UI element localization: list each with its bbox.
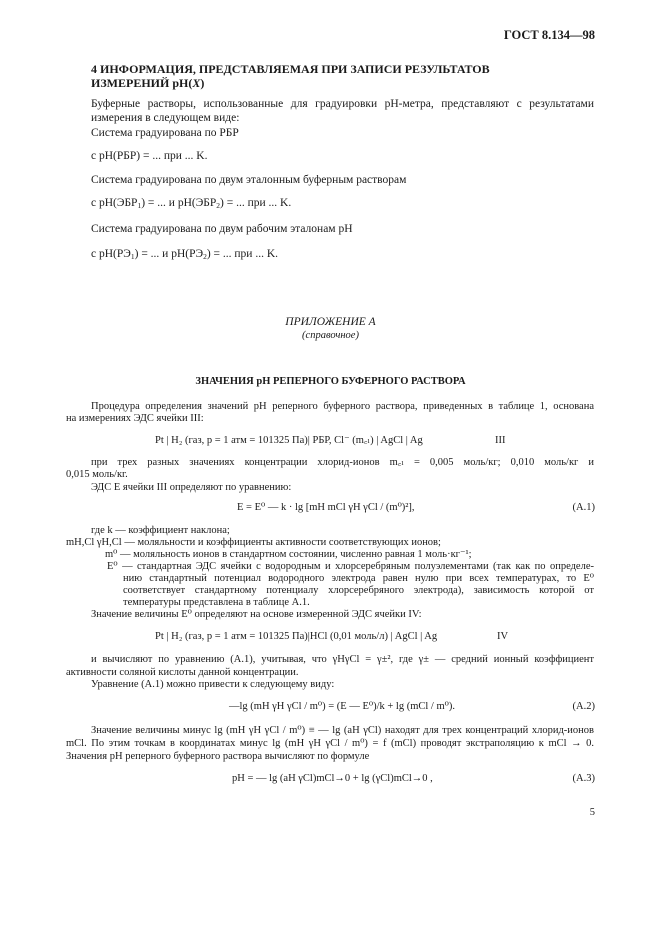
- appendix-subtitle: (справочное): [302, 330, 359, 341]
- appendix-title: ПРИЛОЖЕНИЕ А: [285, 316, 376, 328]
- system-rbr: Система градуирована по РБР: [91, 127, 239, 139]
- where-e0-line-1: E⁰ — стандартная ЭДС ячейки с водородным и хлорсеребряным полуэлементами (так как по определе-: [107, 561, 594, 572]
- cell-4-scheme: Pt | H₂ (газ, p = 1 атм = 101325 Па)|HCl (0,01 моль/л) | AgCl | Ag: [155, 631, 438, 642]
- equation-a1-number: (A.1): [572, 502, 595, 513]
- p4: Значение величины E⁰ определяют на основе измеренной ЭДС ячейки IV:: [91, 609, 422, 620]
- p6: Уравнение (A.1) можно привести к следующему виду:: [91, 679, 335, 690]
- where-e0-line-3: соответствует стандартному потенциалу хлорсеребряного электрода), зависимость которой от: [123, 585, 594, 596]
- cell-3-scheme: Pt | H₂ (газ, p = 1 атм = 101325 Па)| РБР, Cl⁻ (m꜀ₗ) | AgCl | Ag: [155, 435, 423, 446]
- where-m0: m⁰ — моляльность ионов в стандартном состоянии, численно равная 1 моль·кг⁻¹;: [105, 549, 472, 560]
- section-4-heading-line2: ИЗМЕРЕНИЙ pH(X): [91, 76, 205, 90]
- equation-a1: E = E⁰ — k · lg [mH mCl γH γCl / (m⁰)²],: [237, 502, 415, 513]
- where-k: где k — коэффициент наклона;: [91, 525, 230, 536]
- p2-line-2: 0,015 моль/кг.: [66, 469, 128, 480]
- where-m: mH,Cl γH,Cl — моляльности и коэффициенты активности соответствующих ионов;: [66, 537, 441, 548]
- cell-3-label: III: [495, 435, 506, 446]
- section-4-heading-line1: 4 ИНФОРМАЦИЯ, ПРЕДСТАВЛЯЕМАЯ ПРИ ЗАПИСИ РЕЗУЛЬТАТОВ: [91, 62, 490, 76]
- intro-line-1: Буферные растворы, использованные для градуировки pH-метра, представляют с результатами: [91, 98, 594, 110]
- system-re: Система градуирована по двум рабочим эталонам pH: [91, 223, 353, 235]
- p3: ЭДС E ячейки III определяют по уравнению:: [91, 482, 292, 493]
- page-number: 5: [589, 807, 595, 818]
- p1-line-2: на измерениях ЭДС ячейки III:: [66, 413, 204, 424]
- p7-line-1: Значение величины минус lg (mH γH γCl / m⁰) ≡ — lg (aH γCl) находят для трех концентраций хлорид-ионов: [91, 725, 594, 736]
- formula-ebr: с $pH(ЭБР_1)$ = ... и $pH(ЭБР_2)$ = ... при ... K.: [91, 197, 292, 210]
- equation-a3: pH = — lg (aH γCl)mCl→0 + lg (γCl)mCl→0 ,: [232, 773, 433, 784]
- equation-a3-number: (A.3): [572, 773, 595, 784]
- formula-re: с $pH(РЭ_1)$ = ... и $pH(РЭ_2)$ = ... при ... K.: [91, 248, 279, 261]
- p1-line-1: Процедура определения значений pH реперного буферного раствора, приведенных в таблице 1, основана: [91, 401, 594, 412]
- system-ebr: Система градуирована по двум эталонным буферным растворам: [91, 174, 407, 186]
- formula-rbr: с pH(РБР) = ... при ... K.: [91, 150, 208, 162]
- p5-line-1: и вычисляют по уравнению (A.1), учитывая, что γHγCl = γ±², где γ± — средний ионный коэффициент: [91, 654, 594, 665]
- p5-line-2: активности соляной кислоты данной концентрации.: [66, 667, 299, 678]
- section-4-heading: [91, 62, 490, 90]
- where-e0-line-4: температуры представлена в таблице А.1.: [123, 597, 310, 608]
- equation-a2-number: (A.2): [572, 701, 595, 712]
- p7-line-2: mCl. По этим точкам в координатах минус lg (mH γH γCl / m⁰) = f (mCl) проводят экстраполяцию к mCl → 0.: [66, 738, 594, 749]
- cell-4-label: IV: [497, 631, 509, 642]
- p2-line-1: при трех разных значениях концентрации хлорид-ионов m꜀ₗ = 0,005 моль/кг; 0,010 моль/кг и: [91, 457, 594, 468]
- standard-number: ГОСТ 8.134—98: [503, 28, 595, 42]
- where-e0-line-2: нию стандартный потенциал водородного электрода равен нулю при всех температурах, то E⁰: [123, 573, 594, 584]
- p7-line-3: Значения pH реперного буферного раствора вычисляют по формуле: [66, 751, 370, 762]
- equation-a2: —lg (mH γH γCl / m⁰) = (E — E⁰)/k + lg (mCl / m⁰).: [229, 701, 455, 712]
- intro-line-2: измерения в следующем виде:: [91, 112, 240, 124]
- appendix-heading: ЗНАЧЕНИЯ pH РЕПЕРНОГО БУФЕРНОГО РАСТВОРА: [195, 376, 466, 387]
